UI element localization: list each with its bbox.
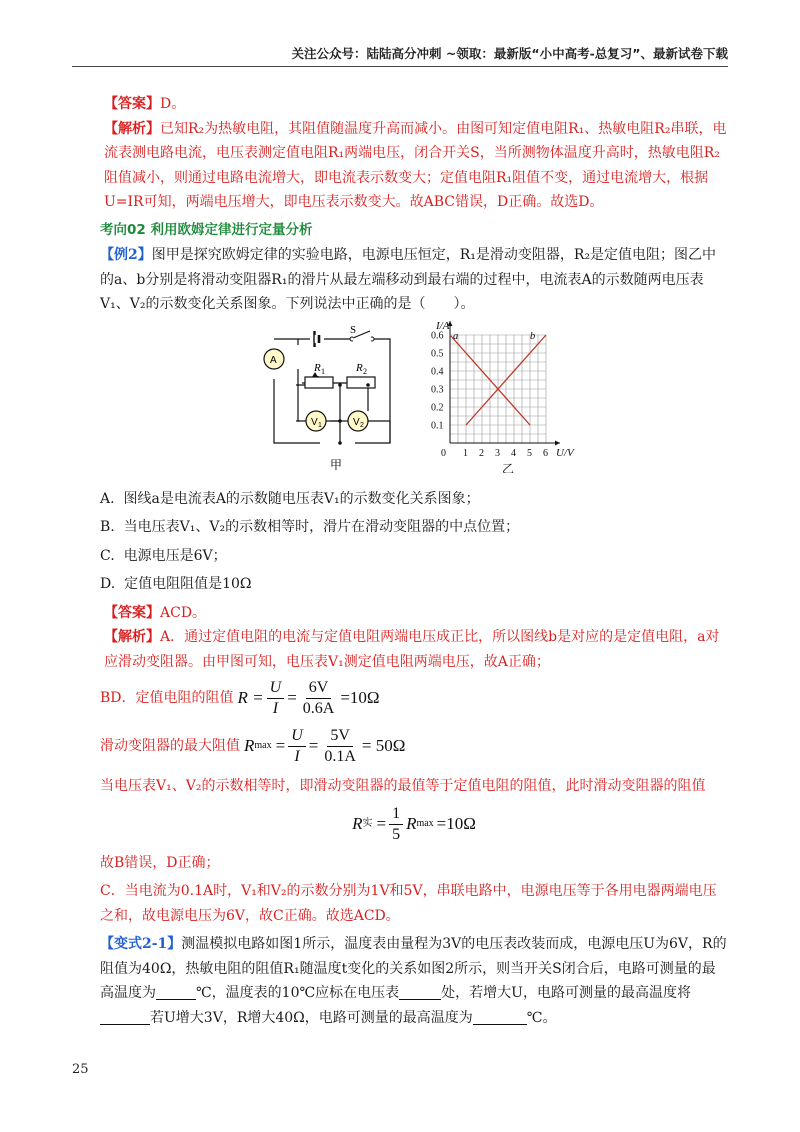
formula-lhs: R = [237, 687, 264, 707]
y-tick-label: 0.4 [431, 366, 444, 377]
formula-result: =10Ω [340, 687, 380, 707]
r2-sub: 2 [363, 366, 367, 376]
chart-caption: 乙 [502, 461, 515, 473]
formula-label: 滑动变阻器的最大阻值 [100, 737, 240, 754]
fraction: $\frac{U}{I}$ [267, 678, 285, 719]
formula-1 [100, 674, 728, 722]
answer-text: D。 [160, 96, 186, 112]
x-tick-label: 2 [479, 447, 484, 459]
circuit-caption: 甲 [330, 457, 343, 472]
variant-text: 测温模拟电路如图1所示，温度表由量程为3V的电压表改装而成，电源电压U为6V，R的阻值为40Ω，热敏电阻的阻值R₁随温度t变化的关系如图2所示，则当开关S闭合后，电路可测量的最高温度为 [100, 936, 727, 1001]
formula-lhs: R [244, 735, 255, 755]
page-content [100, 92, 728, 1030]
b-wrong-line: 故B错误，D正确； [100, 854, 220, 871]
variant-text: 若U增大3V，R增大40Ω，电路可测量的最高温度为 [150, 1009, 473, 1026]
formula-label: BD．定值电阻的阻值 [100, 689, 234, 706]
variant-2-1 [100, 932, 728, 1030]
variant-text: ℃。 [526, 1009, 557, 1026]
r2-label: R [356, 361, 363, 374]
option-c [100, 544, 728, 569]
example-2 [100, 243, 728, 317]
v2-label: V [353, 416, 360, 428]
series-label-a: a [453, 330, 459, 342]
switch-label: S [350, 323, 357, 336]
option-b [100, 515, 728, 540]
x-tick-label: 1 [463, 447, 468, 459]
c-line: C．当电流为0.1A时，V₁和V₂的示数分别为1V和5V，串联电路中，电源电压等于各用电器两端电压之和，故电源电压为6V，故C正确。故选ACD。 [100, 883, 717, 924]
answer-1 [100, 92, 728, 117]
option-letter: D. [100, 576, 116, 592]
answer-tag: 【答案】 [104, 604, 160, 621]
x-tick-label: 4 [511, 447, 516, 459]
equal-line: 当电压表V₁、V₂的示数相等时，即滑动变阻器的最值等于定值电阻的阻值，此时滑动变阻器的阻值 [100, 778, 706, 794]
x-tick-label: 3 [495, 447, 500, 459]
formula-result: =10Ω [436, 814, 476, 834]
v1-sub: 1 [318, 421, 322, 429]
variant-tag: 【变式2-1】 [100, 936, 182, 952]
formula-3 [100, 799, 728, 851]
equals: = [376, 814, 387, 834]
answer-blank[interactable] [100, 1008, 150, 1025]
x-axis-label: U/V [556, 446, 574, 459]
fraction: $\frac{1}{5}$ [389, 804, 403, 845]
formula-sub: max [254, 739, 272, 751]
example-text: 图甲是探究欧姆定律的实验电路，电源电压恒定，R₁是滑动变阻器，R₂是定值电阻；图乙中的a、b分别是将滑动变阻器R₁的滑片从最左端移动到最右端的过程中，电流表A的示数随两电压表V₁、V₂的示数变化关系图象。下列说法中正确的是（ ）。 [100, 247, 717, 312]
formula-result: = 50Ω [361, 735, 406, 755]
formula-sub: max [416, 818, 434, 830]
analysis-1 [100, 117, 728, 215]
option-text: 定值电阻阻值是10Ω [124, 576, 252, 592]
y-tick-label: 0.1 [431, 420, 444, 431]
x-tick-label: 5 [527, 447, 532, 459]
page-header: 关注公众号：陆陆高分冲刺 ~领取：最新版“小中高考-总复习”、最新试卷下载 [291, 46, 728, 61]
option-text: 图线a是电流表A的示数随电压表V₁的示数变化关系图象； [123, 490, 480, 507]
y-tick-label: 0.5 [431, 348, 444, 359]
analysis-2 [100, 625, 728, 674]
formula-sub: 实 [362, 818, 373, 830]
option-text: 电源电压是6V； [123, 547, 227, 564]
figures [100, 321, 728, 481]
y-tick-label: 0.6 [431, 330, 444, 341]
circuit-diagram [260, 321, 410, 481]
option-letter: C. [100, 547, 115, 564]
option-text: 当电压表V₁、V₂的示数相等时，滑片在滑动变阻器的中点位置； [123, 519, 520, 535]
example-tag: 【例2】 [100, 247, 152, 263]
fraction: $\frac{U}{I}$ [288, 726, 306, 767]
answer-blank[interactable] [399, 983, 441, 1000]
x-tick-label: 6 [543, 447, 548, 459]
variant-text: 处，若增大U，电路可测量的最高温度将 [441, 985, 691, 1001]
analysis-tag: 【解析】 [104, 120, 160, 137]
x-tick-label: 0 [441, 447, 446, 459]
y-tick-label: 0.3 [431, 384, 444, 395]
ammeter-label: A [270, 354, 277, 366]
answer-2 [100, 601, 728, 626]
section-title: 考向02 利用欧姆定律进行定量分析 [100, 221, 313, 238]
equals: = [308, 735, 319, 755]
page-number: 25 [72, 1062, 89, 1077]
header-rule [72, 66, 728, 67]
fraction: $\frac{5V}{0.1A}$ [324, 726, 356, 765]
option-d [100, 572, 728, 597]
answer-text: ACD。 [160, 604, 207, 621]
r1-sub: 1 [321, 366, 325, 376]
variant-text: ℃，温度表的10℃应标在电压表 [196, 985, 400, 1001]
answer-blank[interactable] [156, 983, 196, 1000]
fraction: $\frac{6V}{0.6A}$ [302, 678, 335, 717]
analysis-text: 已知R₂为热敏电阻，其阻值随温度升高而减小。由图可知定值电阻R₁、热敏电阻R₂串联，电流表测电路电流，电压表测定值电阻R₁两端电压，闭合开关S，当所测物体温度升高时，热敏电阻R₂阻值减小，则通过电路电流增大，即电流表示数变大；定值电阻R₁阻值不变，通过电流增大，根据U=IR可知，两端电压增大，即电压表示数变大。故ABC错误，D正确。故选D。 [104, 120, 727, 210]
option-a [100, 487, 728, 512]
v2-sub: 2 [360, 421, 364, 429]
formula-2 [100, 722, 728, 770]
formula-lhs: R [352, 814, 363, 834]
x-axis-arrow [555, 440, 560, 445]
equals: = [275, 735, 286, 755]
r1-label: R [314, 361, 321, 374]
option-letter: B. [100, 519, 115, 535]
formula-mid: R [406, 814, 417, 834]
y-tick-label: 0.2 [431, 402, 444, 413]
answer-tag: 【答案】 [104, 96, 160, 112]
v1-label: V [311, 416, 318, 428]
answer-blank[interactable] [473, 1008, 527, 1025]
series-label-b: b [530, 330, 536, 342]
y-axis-label: I/A [436, 319, 450, 332]
analysis-tag: 【解析】 [104, 629, 160, 645]
equals: = [287, 687, 297, 707]
analysis-text: A．通过定值电阻的电流与定值电阻两端电压成正比，所以图线b是对应的是定值电阻，a对应滑动变阻器。由甲图可知，电压表V₁测定值电阻两端电压，故A正确； [104, 629, 720, 670]
option-letter: A. [100, 490, 115, 507]
iu-chart [428, 313, 588, 473]
